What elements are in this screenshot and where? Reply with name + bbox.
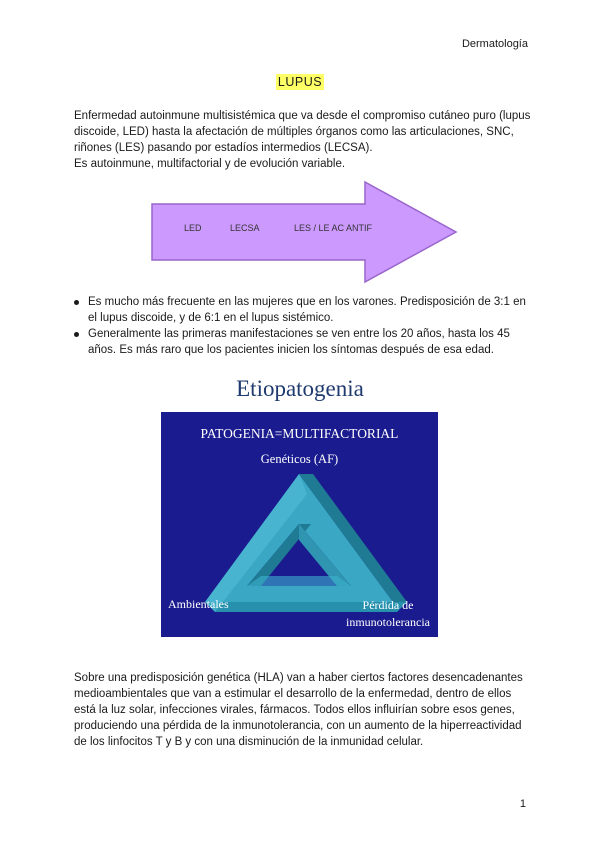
slide-label-immunotolerance-line2: inmunotolerancia (346, 615, 430, 629)
intro-characteristics: Es autoinmune, multifactorial y de evolución variable. (74, 158, 346, 170)
page-number: 1 (519, 798, 526, 810)
bullet-text-age: Generalmente las primeras manifestaciones se ven entre los 20 años, hasta los 45 años. Es más raro que los pacientes inicien los síntomas después de esa edad. (88, 328, 510, 356)
etiopatogenia-heading: Etiopatogenia (236, 376, 364, 401)
slide-title: PATOGENIA=MULTIFACTORIAL (200, 426, 399, 441)
bullet-icon (74, 332, 79, 337)
arrow-label-lecsa: LECSA (230, 223, 260, 233)
arrow-label-les: LES / LE AC ANTIF (294, 223, 373, 233)
slide-label-environmental: Ambientales (168, 597, 229, 611)
list-item (74, 326, 532, 358)
bullet-text-prevalence: Es mucho más frecuente en las mujeres que en los varones. Predisposición de 3:1 en el lupus discoide, y de 6:1 en el lupus sistémico. (88, 296, 526, 324)
bullet-list (74, 294, 532, 358)
closing-paragraph: Sobre una predisposición genética (HLA) van a haber ciertos factores desencadenantes medioambientales que van a estimular el desarrollo de la enfermedad, dentro de ellos está la luz solar, infecciones virales, fármacos. Todos ellos influirían sobre esos genes, produciendo una pérdida de la inmunotolerancia, con un aumento de la hiperreactividad de los linfocitos T y B y con una disminución de la inmunidad celular. (74, 672, 523, 748)
pathogenesis-slide (161, 412, 438, 637)
page-title: LUPUS (277, 75, 323, 89)
page-header-subject: Dermatología (461, 38, 528, 50)
intro-paragraph (74, 108, 532, 172)
title-container (0, 73, 600, 91)
list-item (74, 294, 532, 326)
slide-label-immunotolerance-line1: Pérdida de (362, 598, 414, 612)
bullet-icon (74, 300, 79, 305)
intro-definition: Enfermedad autoinmune multisistémica que va desde el compromiso cutáneo puro (lupus discoide, LED) hasta la afectación de múltiples órganos como las articulaciones, SNC, riñones (LES) pasando por estadíos intermedios (LECSA). (74, 110, 531, 154)
slide-label-genetic: Genéticos (AF) (260, 452, 339, 466)
arrow-label-led: LED (184, 223, 202, 233)
slide-label-immunotolerance (346, 597, 430, 631)
spectrum-arrow (150, 180, 460, 284)
